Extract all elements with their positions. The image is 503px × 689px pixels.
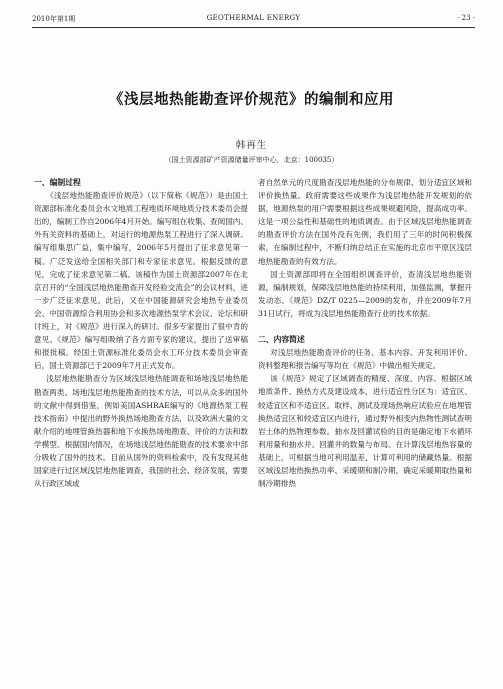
paragraph: 浅层地热能勘查分为区域浅层地热能调查和场地浅层地热能勘查两类。场地浅层地热能勘查的技术方法，可以从众多的国外的文献中得到借鉴，例如美国ASHRAE编写的《地源热泵工程技术指南》中提出的野外换热场地勘查方法，以及欧洲大量的文献介绍的地埋管换热器和地下水换热场地勘查、评价的方法和数学模型。根据国内情况，在场地浅层地热能勘查的技术要求中部分吸收了国外的技术。目前从国外的资料检索中，没有发现其他国家进行过区域浅层地热能调查，我国的社会、经济发展，需要从行政区域或 xyxy=(34,374,248,489)
section-gap xyxy=(258,320,472,333)
journal-name: GEOTHERMAL ENERGY xyxy=(206,14,301,22)
running-header xyxy=(32,12,475,26)
paragraph: 国土资源部即将在全国组织调查评价，查清浅层地热能资源，编制规划，保障浅层地热能的持续利用，加强监测，掌握开发动态。《规范》DZ/T 0225—2009的发布，并在2009年7月31日试行，将成为浅层地热能勘查行业的技术依据。 xyxy=(258,269,472,318)
article-title: 《浅层地热能勘查评价规范》的编制和应用 xyxy=(109,92,394,108)
page-number: · 23 · xyxy=(457,14,475,22)
article-author: 韩再生 xyxy=(235,140,268,151)
paragraph: 该《规范》规定了区域调查的精度、深度、内容。根据区域地质条件、换热方式及建设成本，进行适宜性分区为：适宜区、较适宜区和不适宜区。取样、测试及现场热响应试验应在地埋管换热适宜区和较适宜区内进行，通过野外相变内热物性测试查明岩土体的热物理参数。抽水及回灌试验的目的是确定地下水循环利用量和抽水井、回灌井的数量与布局。在计算浅层地热容量的基础上，可根据当地可利用温差，计算可利用的储藏热量。根据区域浅层地热换热功率、采暖期和制冷期，确定采暖期取热量和制冷期排热 xyxy=(258,374,472,489)
header-rule xyxy=(32,27,475,28)
left-column xyxy=(34,176,248,490)
author-affiliation: （国土资源部矿产资源储量评审中心，北京：100035） xyxy=(164,156,339,164)
section-heading-1: 一、编制过程 xyxy=(34,178,81,187)
paragraph: 《浅层地热能勘查评价规范》（以下简称《规范》）是由国土资源部标准化委员会水文地质工程地质环境地质分技术委员会提出的，编制工作自2006年4月开始。编写组在收集、查阅国内、外有关资料的基础上，对运行的地源热泵工程进行了深入调研。编写组集思广益，集中编写，2006年5月提出了征求意见第一稿。广泛发送给全国相关部门和专家征求意见。根据反馈的意见，完成了征求意见第二稿。该稿作为国土资源部2007年在北京召开的“全国浅层地热能勘查开发经验交流会”的会议材料，进一步广泛征求意见。此后，又在中国能源研究会地热专业委员会、中国资源综合利用协会和多次地源热泵学术会议、论坛和研讨班上，对《规范》进行深入的研讨。很多专家提出了很中肯的意见。《规范》编写组吸纳了各方面专家的建议，提出了送审稿和报批稿。经国土资源标准化委员会水工环分技术委员会审查后，国土资源部已于2009年7月正式发布。 xyxy=(34,191,248,371)
paragraph: 对浅层地热能勘查评价的任务、基本内容、开发利用评价、资料整理和报告编写等均在《规范》中做出相关规定。 xyxy=(258,348,472,371)
section-heading-2: 二、内容简述 xyxy=(258,335,305,345)
issue-label: 2010年第1期 xyxy=(32,15,76,23)
right-column xyxy=(258,176,472,490)
paragraph: 者自然单元的尺度勘查浅层地热能的分布规律、划分适宜区域和评价换热量。政府需要这些成果作为浅层地热能开发规划的依据，地源热泵的用户需要根据这些成果规避风险，提高成功率。这是一项公益性和基础性的地质调查。由于区域浅层地热能调查的勘查评价方法在国外没有先例，我们用了三年的时间积极探索，在编制过程中，不断归纳总结正在实施的北京市平原区浅层地热能勘查的有效方法。 xyxy=(258,178,472,266)
